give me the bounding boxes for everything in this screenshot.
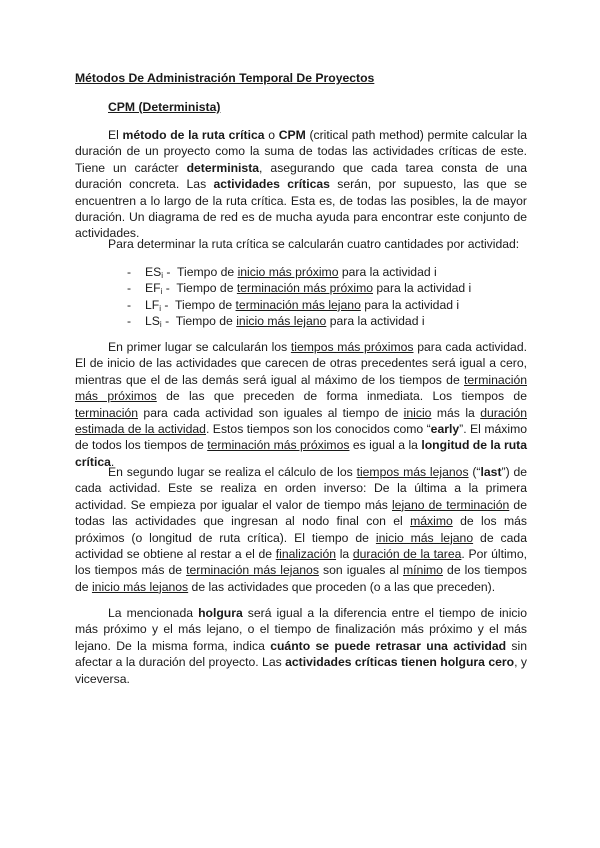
paragraph-early-times: En primer lugar se calcularán los tiempos más próximos para cada actividad. El de inicio de las actividades que carecen de otras precedentes será igual a cero, mientras que el de las demás será igual al máximo de los tiempos de terminación más próximos de las que preceden de forma inmediata. Los tiempos de terminación para cada actividad son iguales al tiempo de inicio más la duración estimada de la actividad. Estos tiempos son los conocidos como “early”. El máximo de todos los tiempos de terminación más próximos es igual a la longitud de la ruta crítica.	[75, 340, 528, 469]
list-item: - $LS_i$ - Tiempo de inicio más lejano para la actividad i	[127, 314, 425, 330]
section-heading: CPM (Determinista)	[108, 100, 221, 114]
document-title: Métodos De Administración Temporal De Proyectos	[75, 71, 375, 85]
paragraph-late-times: En segundo lugar se realiza el cálculo de los tiempos más lejanos (“last”) de cada actividad. Este se realiza en orden inverso: De la última a la primera actividad. Se empieza por igualar el valor de tiempo más lejano de terminación de todas las actividades que ingresan al nodo final con el máximo de los más próximos (o longitud de ruta crítica). El tiempo de inicio más lejano de cada actividad se obtiene al restar a el de finalización la duración de la tarea. Por último, los tiempos más de terminación más lejanos son iguales al mínimo de los tiempos de inicio más lejanos de las actividades que proceden (o a las que preceden).	[75, 465, 528, 594]
list-item: - $ES_i$ - Tiempo de inicio más próximo para la actividad i	[127, 265, 437, 280]
paragraph-intro: El método de la ruta crítica o CPM (critical path method) permite calcular la duración de un proyecto como la suma de todas las actividades críticas de este. Tiene un carácter determinista, asegurando que cada tarea consta de una duración concreta. Las actividades críticas serán, por supuesto, las que se encuentren a lo largo de la ruta crítica. Esta es, de todas las posibles, la de mayor duración. Un diagrama de red es de mucha ayuda para encontrar este conjunto de actividades.	[75, 128, 527, 241]
list-item: - $EF_i$ - Tiempo de terminación más próximo para la actividad i	[127, 281, 472, 297]
paragraph-slack: La mencionada holgura será igual a la diferencia entre el tiempo de inicio más próximo y el más lejano, o el tiempo de finalización más próximo y el más lejano. De la misma forma, indica cuánto se puede retrasar una actividad sin afectar a la duración del proyecto. Las actividades críticas tienen holgura cero, y viceversa.	[75, 606, 527, 686]
list-item: - $LF_i$ - Tiempo de terminación más lejano para la actividad i	[127, 297, 460, 313]
quantities-list	[127, 264, 527, 330]
paragraph-quantities: Para determinar la ruta crítica se calcularán cuatro cantidades por actividad:	[108, 237, 520, 251]
